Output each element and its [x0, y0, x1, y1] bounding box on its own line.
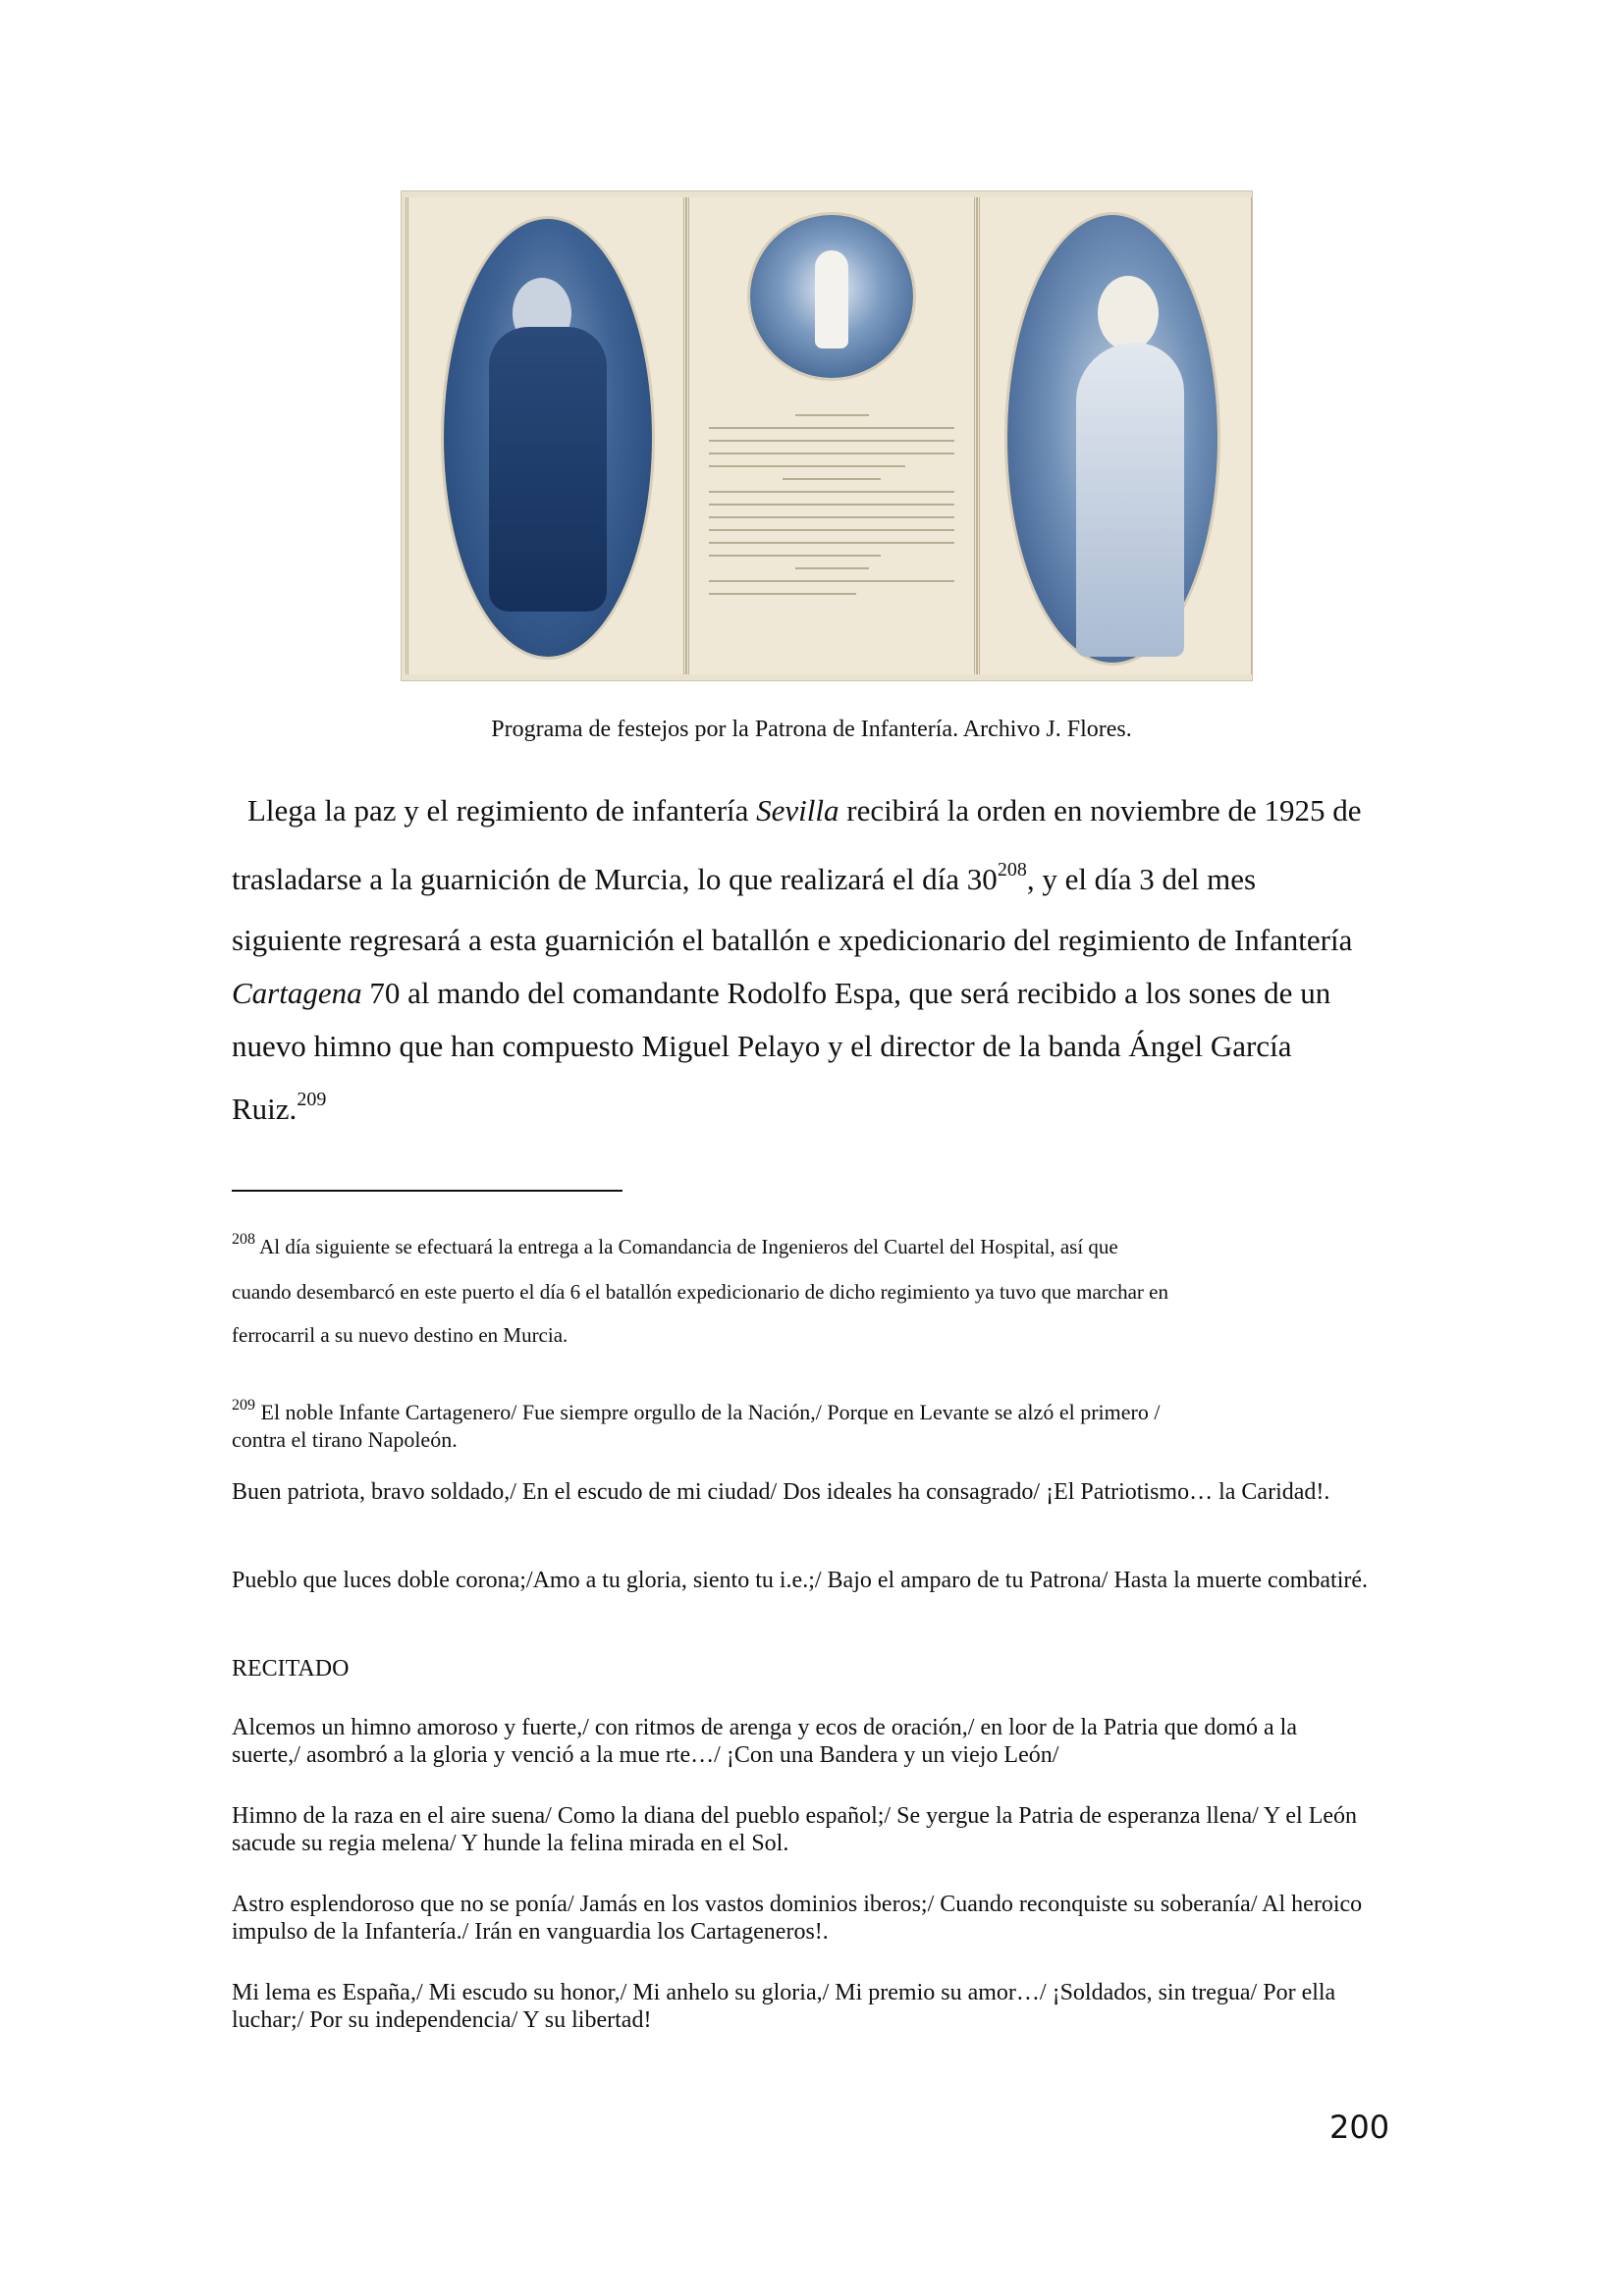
hymn-verse-6: Mi lema es España,/ Mi escudo su honor,/ Mi anhelo su gloria,/ Mi premio su amor…/ ¡Soldados, sin tregua/ Por ella luchar;/ Por su independencia/ Y su libertad!	[232, 1980, 1336, 2033]
virgin-figure	[815, 250, 848, 348]
footnote-209-line-1: $^{209}$ El noble Infante Cartagenero/ Fue siempre orgullo de la Nación,/ Porque en Levante se alzó el primero /	[232, 1397, 1161, 1424]
page-number: 200	[1329, 2109, 1390, 2146]
hymn-verse-3: Alcemos un himno amoroso y fuerte,/ con ritmos de arenga y ecos de oración,/ en loor de la Patria que domó a la suerte,/ asombró a la gloria y venció a la mue rte…/ ¡Con una Bandera y un viejo León/	[232, 1715, 1298, 1768]
footnote-ref-209[interactable]: 209	[297, 1089, 327, 1110]
paragraph-line-4: Cartagena 70 al mando del comandante Rodolfo Espa, que será recibido a los sones de un	[232, 976, 1331, 1010]
program-center-panel	[686, 197, 977, 674]
paragraph-line-2: trasladarse a la guarnición de Murcia, lo que realizará el día $30^{208}$, y el día 3 del mes	[232, 859, 1257, 896]
queen-gown	[1076, 343, 1184, 657]
king-uniform	[489, 327, 607, 612]
program-text-lines	[709, 403, 954, 606]
program-photograph	[401, 190, 1253, 681]
paragraph-line-6: Ruiz.$^{209}$	[232, 1089, 327, 1126]
footnote-separator	[232, 1190, 622, 1192]
figure-caption: Programa de festejos por la Patrona de Infantería. Archivo J. Flores.	[491, 717, 1132, 742]
footnote-208-line-2: cuando desembarcó en este puerto el día 6 el batallón expedicionario de dicho regimiento ya tuvo que marchar en	[232, 1280, 1168, 1304]
footnote-ref-208[interactable]: 208	[997, 859, 1027, 881]
paragraph-line-1: Llega la paz y el regimiento de infantería Sevilla recibirá la orden en noviembre de 1925 de	[247, 793, 1362, 828]
queen-portrait-oval	[1007, 215, 1217, 663]
hymn-verse-4: Himno de la raza en el aire suena/ Como la diana del pueblo español;/ Se yergue la Patria de esperanza llena/ Y el León sacude su regia melena/ Y hunde la felina mirada en el Sol.	[232, 1803, 1357, 1856]
hymn-verse-2: Pueblo que luces doble corona;/Amo a tu gloria, siento tu i.e.;/ Bajo el amparo de tu Patrona/ Hasta la muerte combatiré.	[232, 1568, 1369, 1593]
hymn-verse-5: Astro esplendoroso que no se ponía/ Jamás en los vastos dominios iberos;/ Cuando reconquiste su soberanía/ Al heroico impulso de la Infantería./ Irán en vanguardia los Cartageneros!.	[232, 1892, 1363, 1945]
hymn-recitado-heading: RECITADO	[232, 1656, 350, 1682]
king-portrait-oval	[444, 219, 652, 657]
virgin-medallion	[750, 215, 913, 378]
king-portrait-panel	[406, 197, 686, 674]
queen-portrait-panel	[977, 197, 1253, 674]
footnote-208-line-3: ferrocarril a su nuevo destino en Murcia.	[232, 1323, 568, 1347]
queen-head	[1098, 276, 1159, 350]
footnote-208-line-1: $^{208}$ Al día siguiente se efectuará la entrega a la Comandancia de Ingenieros del Cuartel del Hospital, así que	[232, 1231, 1118, 1258]
footnote-209-line-2: contra el tirano Napoleón.	[232, 1427, 458, 1452]
hymn-verse-1: Buen patriota, bravo soldado,/ En el escudo de mi ciudad/ Dos ideales ha consagrado/ ¡El Patriotismo… la Caridad!.	[232, 1479, 1330, 1505]
paragraph-line-5: nuevo himno que han compuesto Miguel Pelayo y el director de la banda Ángel García	[232, 1029, 1292, 1063]
paragraph-line-3: siguiente regresará a esta guarnición el batallón e xpedicionario del regimiento de Infantería	[232, 923, 1353, 957]
